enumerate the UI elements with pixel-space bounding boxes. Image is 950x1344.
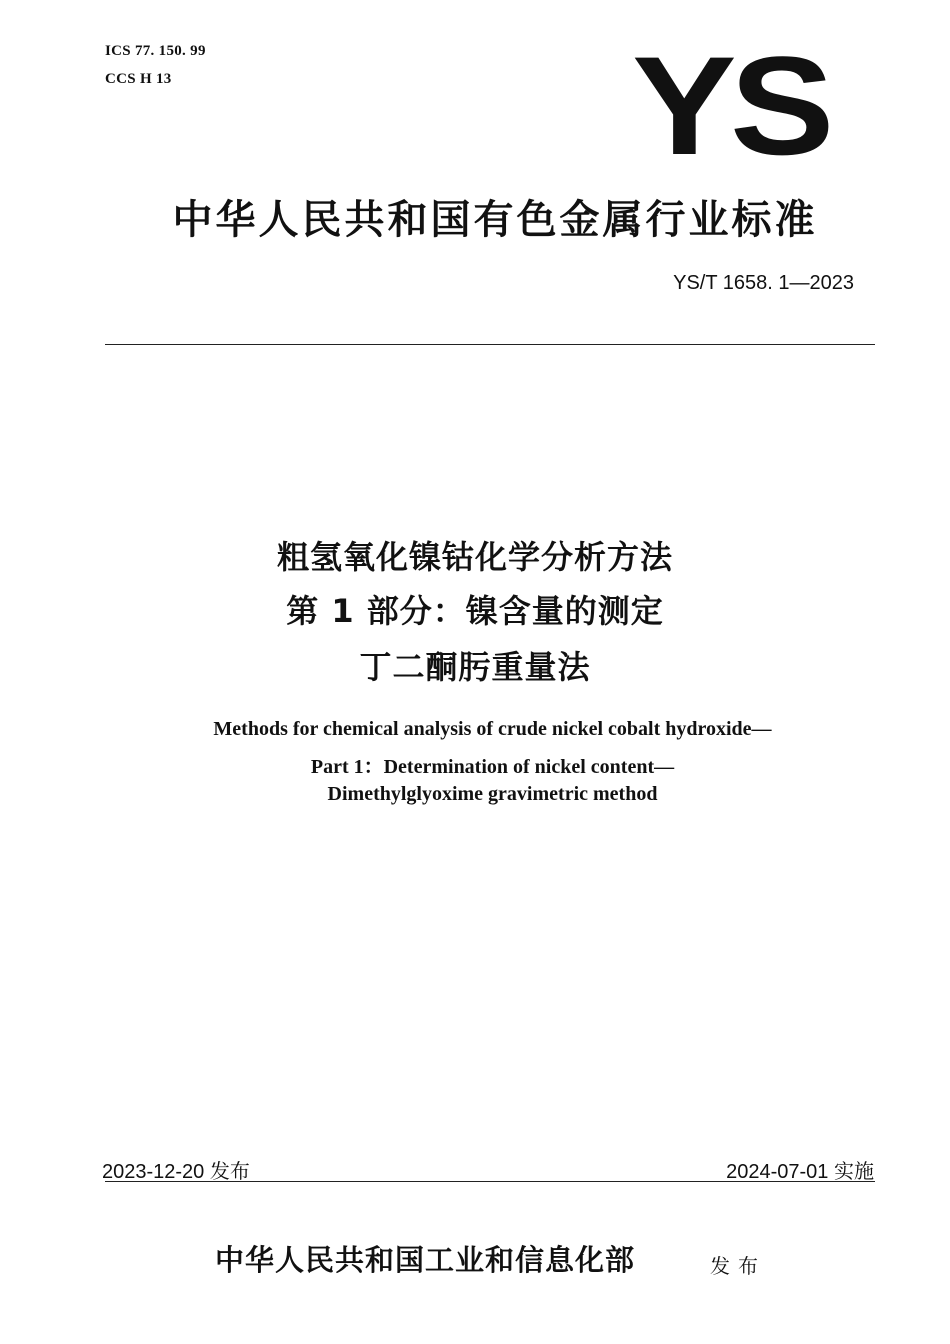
title-english-line-2: Part 1：Determination of nickel content— — [310, 756, 675, 778]
ics-code: ICS 77. 150. 99 — [105, 43, 206, 59]
implementation-date: 2024-07-01 实施 — [726, 1161, 874, 1183]
title-english-line-1: Methods for chemical analysis of crude nickel cobalt hydroxide— — [213, 718, 772, 740]
title-chinese-line-2: 第 1 部分：镍含量的测定 — [286, 592, 664, 630]
top-divider — [105, 344, 875, 345]
issue-date: 2023-12-20 发布 — [102, 1161, 250, 1183]
bottom-divider — [105, 1181, 875, 1182]
title-chinese-line-1: 粗氢氧化镍钴化学分析方法 — [276, 538, 673, 576]
title-english-line-3: Dimethylglyoxime gravimetric method — [327, 783, 658, 805]
standard-number: YS/T 1658. 1—2023 — [673, 272, 854, 294]
title-chinese-line-3: 丁二酮肟重量法 — [359, 648, 591, 686]
standard-type-heading: 中华人民共和国有色金属行业标准 — [172, 197, 818, 243]
issuing-action: 发布 — [710, 1254, 766, 1278]
issuing-authority: 中华人民共和国工业和信息化部 — [215, 1243, 636, 1277]
ccs-code: CCS H 13 — [105, 71, 172, 87]
ys-logo: YS — [632, 27, 828, 184]
